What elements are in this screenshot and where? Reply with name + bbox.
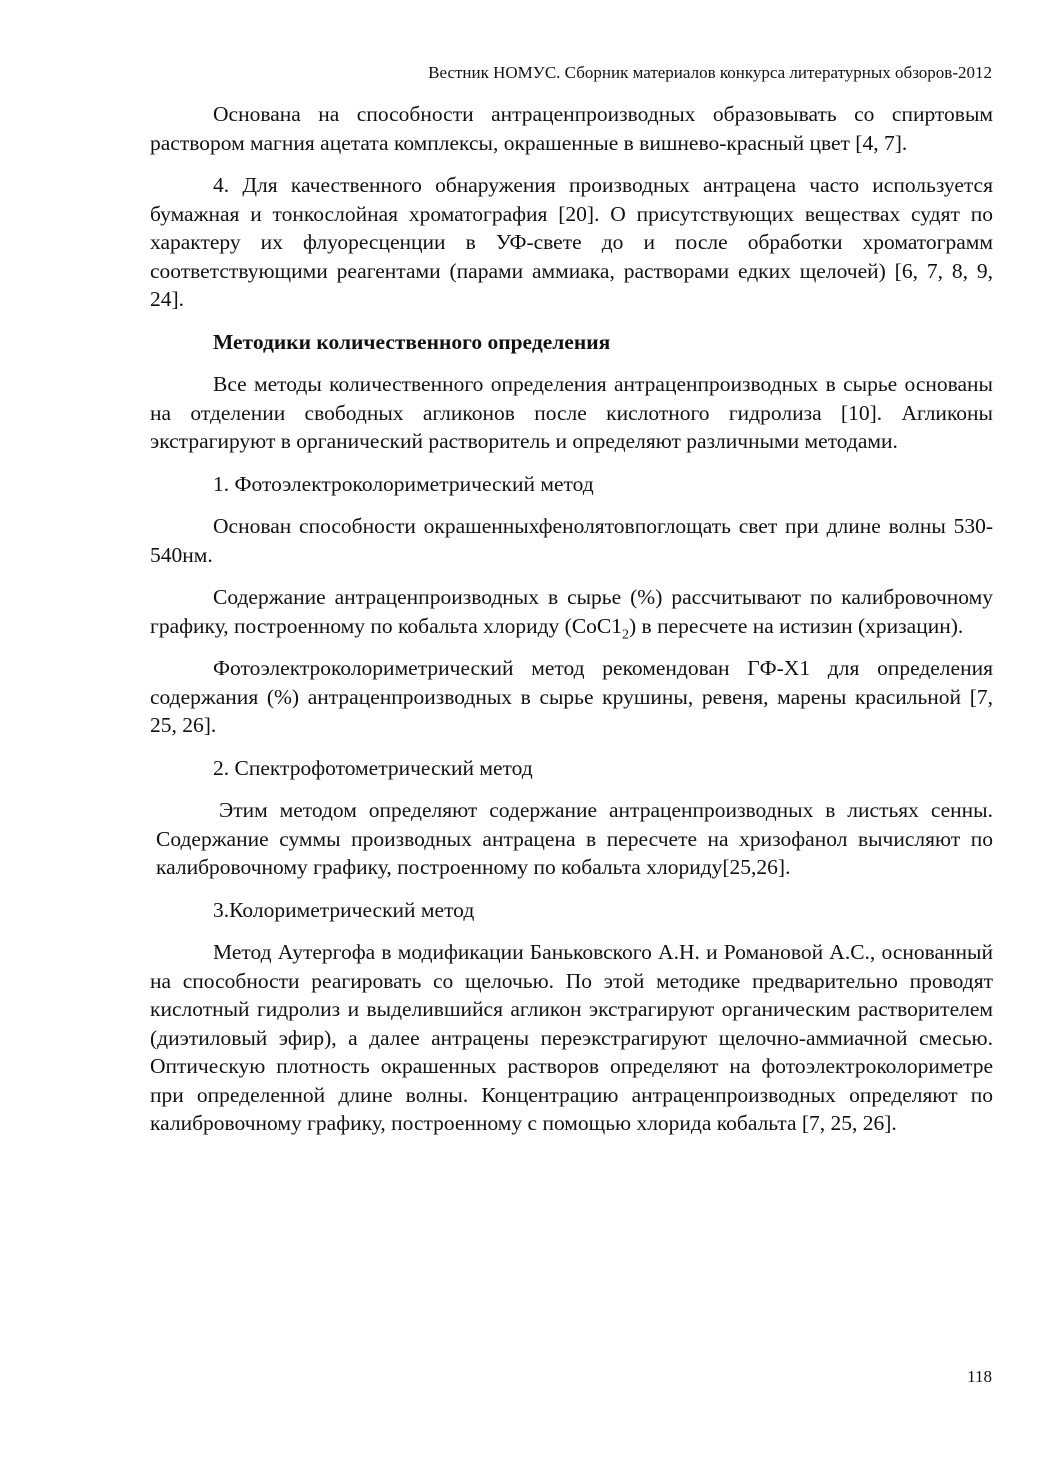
paragraph-senna: Этим методом определяют содержание антраценпроизводных в листьях сенны. Содержание суммы производных антрацена в пересчете на хризофанол вычисляют по калибровочному графику, построенному по кобальта хлориду[25,26]. — [156, 798, 993, 879]
paragraph-gf-recommended: Фотоэлектроколориметрический метод рекомендован ГФ-Х1 для определения содержания (%) антраценпроизводных в сырье крушины, ревеня, марены красильной [7, 25, 26]. — [150, 656, 993, 737]
paragraph-autergof-method: Метод Аутергофа в модификации Баньковского А.Н. и Романовой А.С., основанный на способности реагировать со щелочью. По этой методике предварительно проводят кислотный гидролиз и выделившийся агликон экстрагируют органическим растворителем (диэтиловый эфир), а далее антрацены переэкстрагируют щелочно-аммиачной смесью. Оптическую плотность окрашенных растворов определяют на фотоэлектроколориметре при определенной длине волны. Концентрацию антраценпроизводных определяют по калибровочному графику, построенному с помощью хлорида кобальта [7, 25, 26]. — [150, 940, 993, 1135]
page-body — [150, 100, 993, 1152]
paragraph-chromatography: 4. Для качественного обнаружения производных антрацена часто используется бумажная и тонкослойная хроматография [20]. О присутствующих веществах судят по характеру их флуоресценции в УФ-свете до и после обработки хроматограмм соответствующими реагентами (парами аммиака, растворами едких щелочей) [6, 7, 8, 9, 24]. — [150, 173, 993, 311]
subscript-two: 2 — [622, 626, 630, 642]
page-number: 118 — [967, 1367, 992, 1386]
paragraph-calibration-text-start: Содержание антраценпроизводных в сырье (%) рассчитывают по калибровочному графику, построенному по кобальта хлориду (СоС1 — [150, 585, 993, 638]
paragraph-all-methods: Все методы количественного определения антраценпроизводных в сырье основаны на отделении свободных агликонов после кислотного гидролиза [10]. Агликоны экстрагируют в органический растворитель и определяют различными методами. — [150, 372, 993, 453]
subheading-colorimetric: 3.Колориметрический метод — [213, 897, 475, 922]
subheading-spectrophotometric: 2. Спектрофотометрический метод — [213, 755, 533, 780]
section-heading-quantitative-methods: Методики количественного определения — [213, 329, 611, 354]
paragraph-calibration-cobalt — [150, 583, 993, 640]
paragraph-magnesium-acetate: Основана на способности антраценпроизводных образовывать со спиртовым раствором магния ацетата комплексы, окрашенные в вишнево-красный цвет [4, 7]. — [150, 102, 993, 155]
subheading-photoelectrocolorimetric: 1. Фотоэлектроколориметрический метод — [213, 471, 594, 496]
paragraph-calibration-text-end: ) в пересчете на истизин (хризацин). — [629, 613, 964, 638]
paragraph-phenolates: Основан способности окрашенныхфенолятовпоглощать свет при длине волны 530-540нм. — [150, 514, 993, 567]
running-header: Вестник НОМУС. Сборник материалов конкурса литературных обзоров-2012 — [428, 63, 992, 82]
